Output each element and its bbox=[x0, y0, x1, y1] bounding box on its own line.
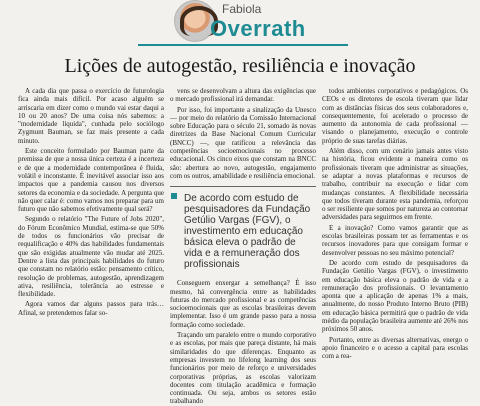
paragraph: Este conceito formulado por Bauman parte da premissa de que a nossa única certeza é a incerteza e de que a modernidade contemporânea é fluida, volátil e inconstante. É inevitável associar isso aos impactos que a pandemia causou nos diversos setores da economia e da sociedade. A pergunta que não quer calar é: como vamos nos preparar para um futuro que não sabemos efetivamente qual será? bbox=[18, 147, 164, 214]
pull-quote bbox=[170, 186, 316, 273]
author-name: Fabiola bbox=[222, 2, 262, 16]
pull-quote-text: De acordo com estudo de pesquisadores da Fundação Getúlio Vargas (FGV), o investimento em educação básica eleva o padrão de vida e a remuneração dos profissionais bbox=[184, 193, 311, 271]
paragraph: Agora vamos dar alguns passos para trás… Afinal, se pretendemos falar so- bbox=[18, 300, 164, 317]
paragraph: E a inovação? Como vamos garantir que as escolas brasileiras possam ter as ferramentas e os recursos inovadores para que consigam formar e desenvolver pessoas no seu máximo potencial? bbox=[322, 223, 468, 257]
column-header bbox=[0, 0, 480, 48]
paragraph: Por isso, foi importante a sinalização da Unesco — por meio do relatório da Comissão Internacional sobre Educação para o século 21, somado às novas diretrizes da Base Nacional Comum Curricular (BNCC) —, que ratificou a relevância das competências socioemocionais no processo educacional. Os cinco eixos que constam na BNCC são: abertura ao novo, autogestão, engajamento com os outros, amabilidade e resiliência emocional. bbox=[170, 105, 316, 180]
article-column-1 bbox=[18, 87, 164, 400]
paragraph: vens se desenvolvam a altura das exigências que o mercado profissional irá demandar. bbox=[170, 87, 316, 104]
paragraph: De acordo com estudo de pesquisadores da Fundação Getúlio Vargas (FGV), o investimento em educação básica eleva o padrão de vida e a remuneração dos profissionais. O levantamento aponta que a aplicação de apenas 1% a mais, anualmente, do nosso Produto Interno Bruto (PIB) em educação básica permitirá que o padrão de vida médio da população brasileira aumente até 26% nos próximos 50 anos. bbox=[322, 258, 468, 334]
paragraph: Além disso, com um cenário jamais antes visto na história, ficou evidente a maneira como os profissionais tiveram que administrar as situações, se adaptar a novas plataformas e recursos de trabalho, contribuir na execução e lidar com mudanças constantes. A flexibilidade necessária que todos tiveram durante esta pandemia, reforçou o ser resiliente que somos por natureza ao contornar adversidades para seguirmos em frente. bbox=[322, 147, 468, 222]
article-title: Lições de autogestão, resiliência e inovação bbox=[64, 55, 416, 77]
article-column-2 bbox=[170, 87, 316, 406]
paragraph: Segundo o relatório "The Future of Jobs 2020", do Fórum Econômico Mundial, estima-se que 50% de todos os funcionários vão precisar de requalificação e 40% das habilidades fundamentais que são exigidas atualmente vão mudar até 2025. Dentre a lista das principais habilidades do futuro que constam no relatório estão: pensamento crítico, resolução de problemas, autogestão, aprendizagem ativa, resiliência, tolerância ao estresse e flexibilidade. bbox=[18, 215, 164, 299]
column-name: Overrath bbox=[210, 16, 306, 41]
paragraph: Conseguem enxergar a semelhança? É isso mesmo, há convergência entre as habilidades futuras do mercado profissional e as competências socioemocionais que as escolas brasileiras devem implementar. Isso é um grande passo para a nossa formação como sociedade. bbox=[170, 279, 316, 329]
quote-marker bbox=[171, 193, 177, 199]
paragraph: Portanto, entre as diversas alternativas, energo o apoio financeiro e o acesso a capital para escolas com a rea- bbox=[322, 335, 468, 361]
paragraph: Traçando um paralelo entre o mundo corporativo e as escolas, por mais que pareça distante, há mais similaridades do que diferenças. Enquanto as empresas investem no lifelong learning dos seus funcionários por meio de reforço e universidades corporativas próprias, as escolas valorizam docentes com titulação acadêmica e formação continuada. Ou seja, ambos os setores estão trabalhando bbox=[170, 331, 316, 406]
paragraph: todos ambientes corporativos e pedagógicos. Os CEOs e os diretores de escola tiveram que lidar com as distâncias físicas dos seus colaboradores e, consequentemente, foi acelerado o processo de aumento da autonomia de cada profissional — visando o planejamento, execução e controle próprio de suas tarefas diárias. bbox=[322, 87, 468, 145]
article-column-3 bbox=[322, 87, 468, 400]
paragraph: A cada dia que passa o exercício de futurologia fica ainda mais difícil. Por acaso alguém se arriscaria em dizer como o mundo vai estar daqui a 10 ou 20 anos? De uma coisa nós sabemos: a "modernidade líquida", cunhada pelo sociólogo Zygmunt Bauman, se faz mais presente a cada minuto. bbox=[18, 87, 164, 145]
header-rule bbox=[138, 44, 348, 46]
